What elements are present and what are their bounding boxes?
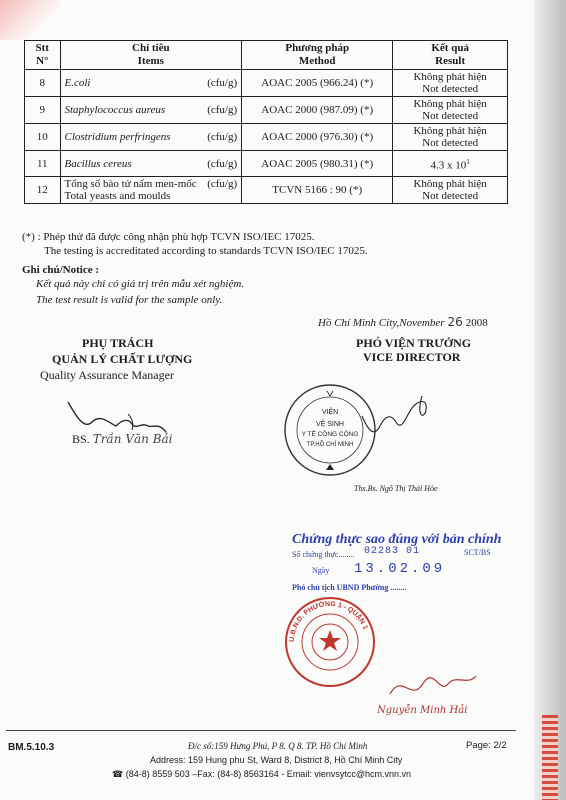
row-result: Không phát hiện Not detected <box>393 177 508 204</box>
row-stt: 11 <box>25 151 61 177</box>
row-item: Tổng số bào tử nấm men-mốc (cfu/g) Total yeasts and moulds <box>60 177 242 204</box>
certification-stamp <box>292 532 502 592</box>
vice-director-title-vi: PHÓ VIỆN TRƯỞNG <box>356 336 472 350</box>
qa-title-3: Quality Assurance Manager <box>40 368 174 382</box>
stamp-line-1: VIỆN <box>321 409 339 416</box>
notice-title: Ghi chú/Notice : <box>22 264 99 276</box>
footer-address-en: Address: 159 Hung phu St, Ward 8, District 8, Hồ Chí Minh City <box>150 755 403 765</box>
stamp-line-4: TP.HỒ CHÍ MINH <box>306 442 354 448</box>
stamp-line-3: Y TẾ CÔNG CỘNG <box>301 431 359 438</box>
stamp-line-2: VỆ SINH <box>315 421 345 428</box>
row-stt: 12 <box>25 177 61 204</box>
row-method: AOAC 2005 (966.24) (*) <box>242 70 393 97</box>
header-item: Chỉ tiêu Items <box>60 41 242 70</box>
header-stt: Stt N° <box>25 41 61 70</box>
row-item: Clostridium perfringens (cfu/g) <box>60 124 242 151</box>
qa-title-1: PHỤ TRÁCH <box>82 336 154 350</box>
header-result: Kết quả Result <box>393 41 508 70</box>
row-method: TCVN 5166 : 90 (*) <box>242 177 393 204</box>
footer-contact: ☎ (84-8) 8559 503 –Fax: (84-8) 8563164 - Email: vienvsytcc@hcm.vnn.vn <box>112 769 411 779</box>
footer-address-vi: Đ/c số:159 Hưng Phú, P 8. Q 8. TP. Hồ Chí Minh <box>188 741 368 751</box>
cert-title: Chứng thực sao đúng với bản chính <box>292 532 502 547</box>
emblem-icon <box>312 624 348 660</box>
page-edge <box>534 0 566 800</box>
cert-number-suffix: SCT/BS <box>464 548 491 557</box>
cert-number-label: Số chứng thực........ <box>292 550 355 559</box>
qa-name: BS. Trần Văn Bải <box>72 432 173 446</box>
row-method: AOAC 2000 (987.09) (*) <box>242 97 393 124</box>
notice-line-en: The test result is valid for the sample only. <box>36 294 223 306</box>
vice-director-signature <box>356 386 436 446</box>
ward-signature <box>382 664 482 708</box>
row-result: Không phát hiện Not detected <box>393 70 508 97</box>
row-result: Không phát hiện Not detected <box>393 97 508 124</box>
page-number: Page: 2/2 <box>466 740 507 751</box>
row-method: AOAC 2000 (976.30) (*) <box>242 124 393 151</box>
ward-red-stamp <box>284 596 376 688</box>
table-header-row <box>25 41 508 70</box>
cert-date-label: Ngày <box>312 566 330 575</box>
table-row <box>25 70 508 97</box>
cert-date: 13.02.09 <box>354 561 446 577</box>
table-row <box>25 151 508 177</box>
red-stamp-text: U.B.N.D. PHƯỜNG 1 - QUẬN 1 <box>288 600 369 643</box>
table-row <box>25 124 508 151</box>
row-result: Không phát hiện Not detected <box>393 124 508 151</box>
table-row <box>25 97 508 124</box>
footer-divider <box>6 730 516 731</box>
form-code: BM.5.10.3 <box>8 742 55 753</box>
vice-director-name: Ths.Bs. Ngô Thị Thái Hòe <box>354 484 438 493</box>
row-item: E.coli (cfu/g) <box>60 70 242 97</box>
results-table <box>24 40 508 204</box>
cert-number: 02283 01 <box>364 546 421 557</box>
vice-director-title-en: VICE DIRECTOR <box>363 350 461 364</box>
qa-title-2: QUẢN LÝ CHẤT LƯỢNG <box>52 352 193 366</box>
red-strip <box>542 715 558 800</box>
row-method: AOAC 2005 (980.31) (*) <box>242 151 393 177</box>
row-result: 4.3 x $10^1$ <box>393 151 508 177</box>
notice-line-vi: Kết quả này chỉ có giá trị trên mẫu xét nghiệm. <box>36 278 245 290</box>
table-row <box>25 177 508 204</box>
corner-stamp-residue <box>0 0 60 40</box>
ward-signer-name: Nguyễn Minh Hải <box>377 705 468 716</box>
row-stt: 9 <box>25 97 61 124</box>
row-stt: 8 <box>25 70 61 97</box>
row-item: Bacillus cereus (cfu/g) <box>60 151 242 177</box>
row-item: Staphylococcus aureus (cfu/g) <box>60 97 242 124</box>
place-date: Hồ Chí Minh City,November 26 2008 <box>318 315 488 329</box>
row-stt: 10 <box>25 124 61 151</box>
accreditation-note: (*) : Phép thử đã được công nhận phù hợp TCVN ISO/IEC 17025. The testing is accreditated according to standards TCVN ISO/IEC 17025. <box>22 231 368 257</box>
cert-signer-title: Phó chủ tịch UBND Phường ........ <box>292 583 407 592</box>
header-method: Phương pháp Method <box>242 41 393 70</box>
